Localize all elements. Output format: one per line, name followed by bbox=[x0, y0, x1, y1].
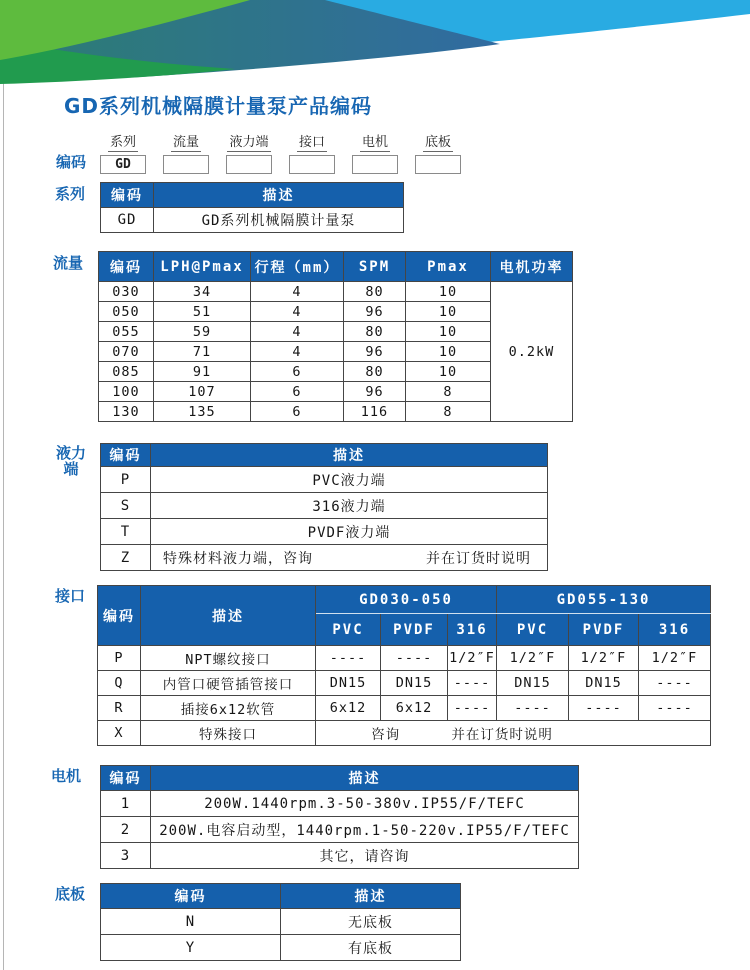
interface-desc: NPT螺纹接口 bbox=[141, 646, 316, 671]
flow-col-header: Pmax bbox=[406, 252, 491, 282]
baseplate-side-label: 底板 bbox=[54, 885, 85, 903]
interface-code: Q bbox=[98, 671, 141, 696]
interface-sub-header: PVDF bbox=[569, 614, 639, 646]
coding-field-label: 液力端 bbox=[227, 131, 270, 152]
interface-sub-header: PVC bbox=[497, 614, 569, 646]
hydraulic-side-label: 液力端 bbox=[55, 444, 86, 478]
motor-desc: 200W.1440rpm.3-50-380v.IP55/F/TEFC bbox=[151, 791, 579, 817]
hydraulic-col-header: 编码 bbox=[101, 444, 151, 467]
series-side-label: 系列 bbox=[54, 185, 85, 203]
coding-row-label: 编码 bbox=[56, 153, 87, 171]
flow-col-header: 编码 bbox=[99, 252, 154, 282]
interface-cell: DN15 bbox=[381, 671, 448, 696]
interface-sub-header: 316 bbox=[639, 614, 711, 646]
hydraulic-special-left: 特殊材料液力端，咨询 bbox=[163, 550, 313, 567]
interface-desc: 特殊接口 bbox=[141, 721, 316, 746]
coding-diagram bbox=[100, 131, 478, 174]
flow-cell: 8 bbox=[406, 382, 491, 402]
hydraulic-special-desc bbox=[151, 545, 548, 571]
interface-col-header: 描述 bbox=[141, 586, 316, 646]
hydraulic-desc: 316液力端 bbox=[151, 493, 548, 519]
flow-cell: 10 bbox=[406, 302, 491, 322]
table-row bbox=[101, 817, 579, 843]
baseplate-col-header: 编码 bbox=[101, 884, 281, 909]
flow-col-header: LPH@Pmax bbox=[154, 252, 251, 282]
baseplate-code: N bbox=[101, 909, 281, 935]
flow-cell: 4 bbox=[251, 302, 344, 322]
motor-desc: 200W.电容启动型，1440rpm.1-50-220v.IP55/F/TEFC bbox=[151, 817, 579, 843]
flow-cell: 10 bbox=[406, 342, 491, 362]
table-row bbox=[101, 493, 548, 519]
table-row bbox=[98, 646, 711, 671]
coding-field-label: 电机 bbox=[360, 131, 390, 152]
interface-cell: ---- bbox=[639, 671, 711, 696]
interface-cell: ---- bbox=[639, 696, 711, 721]
motor-code: 2 bbox=[101, 817, 151, 843]
table-row bbox=[101, 208, 404, 233]
flow-cell: 51 bbox=[154, 302, 251, 322]
page-left-border bbox=[3, 0, 4, 970]
motor-code: 1 bbox=[101, 791, 151, 817]
table-row bbox=[98, 696, 711, 721]
table-row bbox=[101, 791, 579, 817]
table-row bbox=[101, 843, 579, 869]
flow-cell: 130 bbox=[99, 402, 154, 422]
interface-cell: 6x12 bbox=[316, 696, 381, 721]
hydraulic-code: Z bbox=[101, 545, 151, 571]
interface-code: P bbox=[98, 646, 141, 671]
interface-cell: 6x12 bbox=[381, 696, 448, 721]
baseplate-desc: 有底板 bbox=[281, 935, 461, 961]
flow-cell: 6 bbox=[251, 402, 344, 422]
coding-field-interface bbox=[289, 131, 335, 174]
flow-cell: 71 bbox=[154, 342, 251, 362]
interface-group-header: GD030-050 bbox=[316, 586, 497, 614]
coding-field-label: 流量 bbox=[171, 131, 201, 152]
flow-cell: 030 bbox=[99, 282, 154, 302]
interface-special-right: 并在订货时说明 bbox=[451, 727, 553, 743]
hydraulic-desc: PVC液力端 bbox=[151, 467, 548, 493]
interface-cell: DN15 bbox=[316, 671, 381, 696]
interface-cell: ---- bbox=[569, 696, 639, 721]
flow-cell: 6 bbox=[251, 362, 344, 382]
flow-cell: 4 bbox=[251, 342, 344, 362]
interface-desc: 内管口硬管插管接口 bbox=[141, 671, 316, 696]
motor-col-header: 编码 bbox=[101, 766, 151, 791]
interface-side-label: 接口 bbox=[54, 587, 85, 605]
series-col-header: 描述 bbox=[154, 183, 404, 208]
table-row bbox=[101, 519, 548, 545]
coding-field-baseplate bbox=[415, 131, 461, 174]
interface-cell: 1/2″F bbox=[569, 646, 639, 671]
flow-col-header: SPM bbox=[344, 252, 406, 282]
hydraulic-code: S bbox=[101, 493, 151, 519]
flow-side-label: 流量 bbox=[52, 254, 83, 272]
interface-table bbox=[97, 585, 711, 746]
interface-cell: ---- bbox=[316, 646, 381, 671]
interface-sub-header: PVDF bbox=[381, 614, 448, 646]
page-title: GD系列机械隔膜计量泵产品编码 bbox=[64, 94, 373, 118]
flow-cell: 10 bbox=[406, 362, 491, 382]
motor-desc: 其它，请咨询 bbox=[151, 843, 579, 869]
flow-cell: 116 bbox=[344, 402, 406, 422]
hydraulic-code: P bbox=[101, 467, 151, 493]
code-box-flow bbox=[163, 155, 209, 174]
interface-special-cell bbox=[316, 721, 711, 746]
flow-cell: 107 bbox=[154, 382, 251, 402]
interface-special-left: 咨询 bbox=[371, 727, 401, 743]
interface-cell: ---- bbox=[381, 646, 448, 671]
interface-cell: 1/2″F bbox=[497, 646, 569, 671]
table-row bbox=[101, 935, 461, 961]
interface-cell: ---- bbox=[448, 671, 497, 696]
flow-cell: 070 bbox=[99, 342, 154, 362]
code-box-interface bbox=[289, 155, 335, 174]
table-row bbox=[98, 671, 711, 696]
interface-code: R bbox=[98, 696, 141, 721]
interface-group-header: GD055-130 bbox=[497, 586, 711, 614]
coding-field-flow bbox=[163, 131, 209, 174]
motor-col-header: 描述 bbox=[151, 766, 579, 791]
hydraulic-desc: PVDF液力端 bbox=[151, 519, 548, 545]
code-box-hydraulic-end bbox=[226, 155, 272, 174]
coding-field-hydraulic-end bbox=[226, 131, 272, 174]
interface-code: X bbox=[98, 721, 141, 746]
flow-cell: 80 bbox=[344, 322, 406, 342]
code-box-motor bbox=[352, 155, 398, 174]
flow-cell: 10 bbox=[406, 282, 491, 302]
interface-cell: 1/2″F bbox=[448, 646, 497, 671]
flow-cell: 100 bbox=[99, 382, 154, 402]
flow-col-header: 行程（mm） bbox=[251, 252, 344, 282]
baseplate-col-header: 描述 bbox=[281, 884, 461, 909]
flow-cell: 96 bbox=[344, 302, 406, 322]
series-table bbox=[100, 182, 404, 233]
interface-cell: 1/2″F bbox=[639, 646, 711, 671]
flow-col-header: 电机功率 bbox=[491, 252, 573, 282]
hydraulic-end-table bbox=[100, 443, 548, 571]
interface-cell: ---- bbox=[497, 696, 569, 721]
hydraulic-col-header: 描述 bbox=[151, 444, 548, 467]
flow-cell: 6 bbox=[251, 382, 344, 402]
flow-cell: 80 bbox=[344, 362, 406, 382]
table-row bbox=[101, 909, 461, 935]
flow-cell: 34 bbox=[154, 282, 251, 302]
flow-cell: 59 bbox=[154, 322, 251, 342]
interface-sub-header: 316 bbox=[448, 614, 497, 646]
banner-graphic bbox=[0, 0, 750, 92]
series-code: GD bbox=[101, 208, 154, 233]
flow-cell: 8 bbox=[406, 402, 491, 422]
coding-field-label: 系列 bbox=[108, 131, 138, 152]
interface-cell: DN15 bbox=[569, 671, 639, 696]
interface-col-header: 编码 bbox=[98, 586, 141, 646]
hydraulic-special-right: 并在订货时说明 bbox=[426, 550, 531, 567]
coding-field-label: 接口 bbox=[297, 131, 327, 152]
flow-cell: 085 bbox=[99, 362, 154, 382]
motor-table bbox=[100, 765, 579, 869]
motor-code: 3 bbox=[101, 843, 151, 869]
flow-cell: 055 bbox=[99, 322, 154, 342]
interface-sub-header: PVC bbox=[316, 614, 381, 646]
table-row bbox=[101, 467, 548, 493]
flow-cell: 80 bbox=[344, 282, 406, 302]
baseplate-table bbox=[100, 883, 461, 961]
flow-cell: 96 bbox=[344, 382, 406, 402]
table-row bbox=[101, 545, 548, 571]
series-desc: GD系列机械隔膜计量泵 bbox=[154, 208, 404, 233]
hydraulic-code: T bbox=[101, 519, 151, 545]
table-row bbox=[99, 282, 573, 302]
flow-cell: 91 bbox=[154, 362, 251, 382]
baseplate-desc: 无底板 bbox=[281, 909, 461, 935]
coding-field-series bbox=[100, 131, 146, 174]
code-box-baseplate bbox=[415, 155, 461, 174]
motor-side-label: 电机 bbox=[50, 767, 81, 785]
flow-cell: 4 bbox=[251, 322, 344, 342]
flow-cell: 10 bbox=[406, 322, 491, 342]
code-box-series: GD bbox=[100, 155, 146, 174]
coding-field-motor bbox=[352, 131, 398, 174]
flow-table bbox=[98, 251, 573, 422]
series-col-header: 编码 bbox=[101, 183, 154, 208]
interface-cell: DN15 bbox=[497, 671, 569, 696]
table-row bbox=[98, 721, 711, 746]
interface-desc: 插接6x12软管 bbox=[141, 696, 316, 721]
flow-cell: 4 bbox=[251, 282, 344, 302]
interface-cell: ---- bbox=[448, 696, 497, 721]
flow-cell: 96 bbox=[344, 342, 406, 362]
coding-field-label: 底板 bbox=[423, 131, 453, 152]
baseplate-code: Y bbox=[101, 935, 281, 961]
flow-cell: 050 bbox=[99, 302, 154, 322]
flow-cell: 135 bbox=[154, 402, 251, 422]
flow-motor-power: 0.2kW bbox=[491, 282, 573, 422]
